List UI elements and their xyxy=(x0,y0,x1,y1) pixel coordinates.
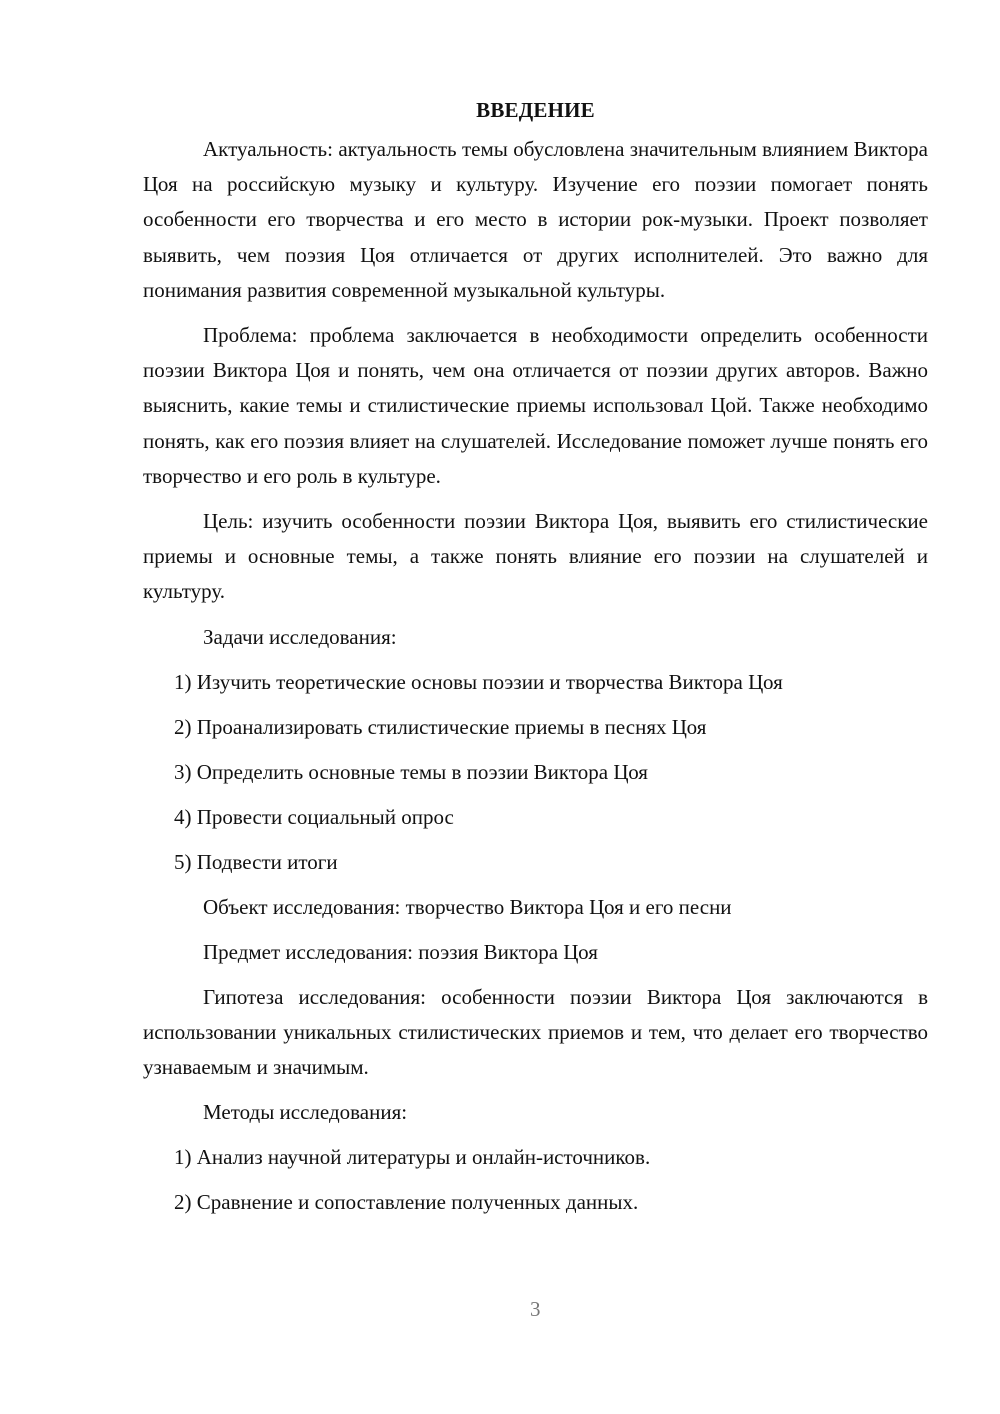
task-item: 5) Подвести итоги xyxy=(174,849,338,874)
methods-list xyxy=(143,1140,928,1220)
paragraph-problem: Проблема: проблема заключается в необходимости определить особенности поэзии Виктора Цоя и понять, чем она отличается от поэзии других авторов. Важно выяснить, какие темы и стилистические приемы использовал Цой. Также необходимо понять, как его поэзия влияет на слушателей. Исследование поможет лучше понять его творчество и его роль в культуре. xyxy=(143,323,928,488)
methods-heading: Методы исследования: xyxy=(203,1100,408,1125)
tasks-list xyxy=(143,665,928,880)
paragraph-goal: Цель: изучить особенности поэзии Виктора Цоя, выявить его стилистические приемы и основные темы, а также понять влияние его поэзии на слушателей и культуру. xyxy=(143,509,928,604)
paragraph-hypothesis: Гипотеза исследования: особенности поэзии Виктора Цоя заключаются в использовании уникальных стилистических приемов и тем, что делает его творчество узнаваемым и значимым. xyxy=(143,984,928,1080)
page-number: 3 xyxy=(530,1297,541,1321)
section-title: ВВЕДЕНИЕ xyxy=(476,98,595,122)
task-item: 3) Определить основные темы в поэзии Виктора Цоя xyxy=(174,759,648,784)
research-subject: Предмет исследования: поэзия Виктора Цоя xyxy=(203,939,598,964)
research-object: Объект исследования: творчество Виктора Цоя и его песни xyxy=(203,894,732,919)
tasks-heading: Задачи исследования: xyxy=(203,624,397,649)
paragraph-relevance: Актуальность: актуальность темы обусловлена значительным влиянием Виктора Цоя на российскую музыку и культуру. Изучение его поэзии помогает понять особенности его творчества и его место в истории рок-музыки. Проект позволяет выявить, чем поэзия Цоя отличается от других исполнителей. Это важно для понимания развития современной музыкальной культуры. xyxy=(143,137,928,302)
method-item: 2) Сравнение и сопоставление полученных данных. xyxy=(174,1190,639,1215)
task-item: 4) Провести социальный опрос xyxy=(174,804,454,829)
method-item: 1) Анализ научной литературы и онлайн-источников. xyxy=(174,1145,651,1170)
task-item: 2) Проанализировать стилистические приемы в песнях Цоя xyxy=(174,714,707,739)
document-page xyxy=(143,96,928,1230)
task-item: 1) Изучить теоретические основы поэзии и творчества Виктора Цоя xyxy=(174,669,783,694)
